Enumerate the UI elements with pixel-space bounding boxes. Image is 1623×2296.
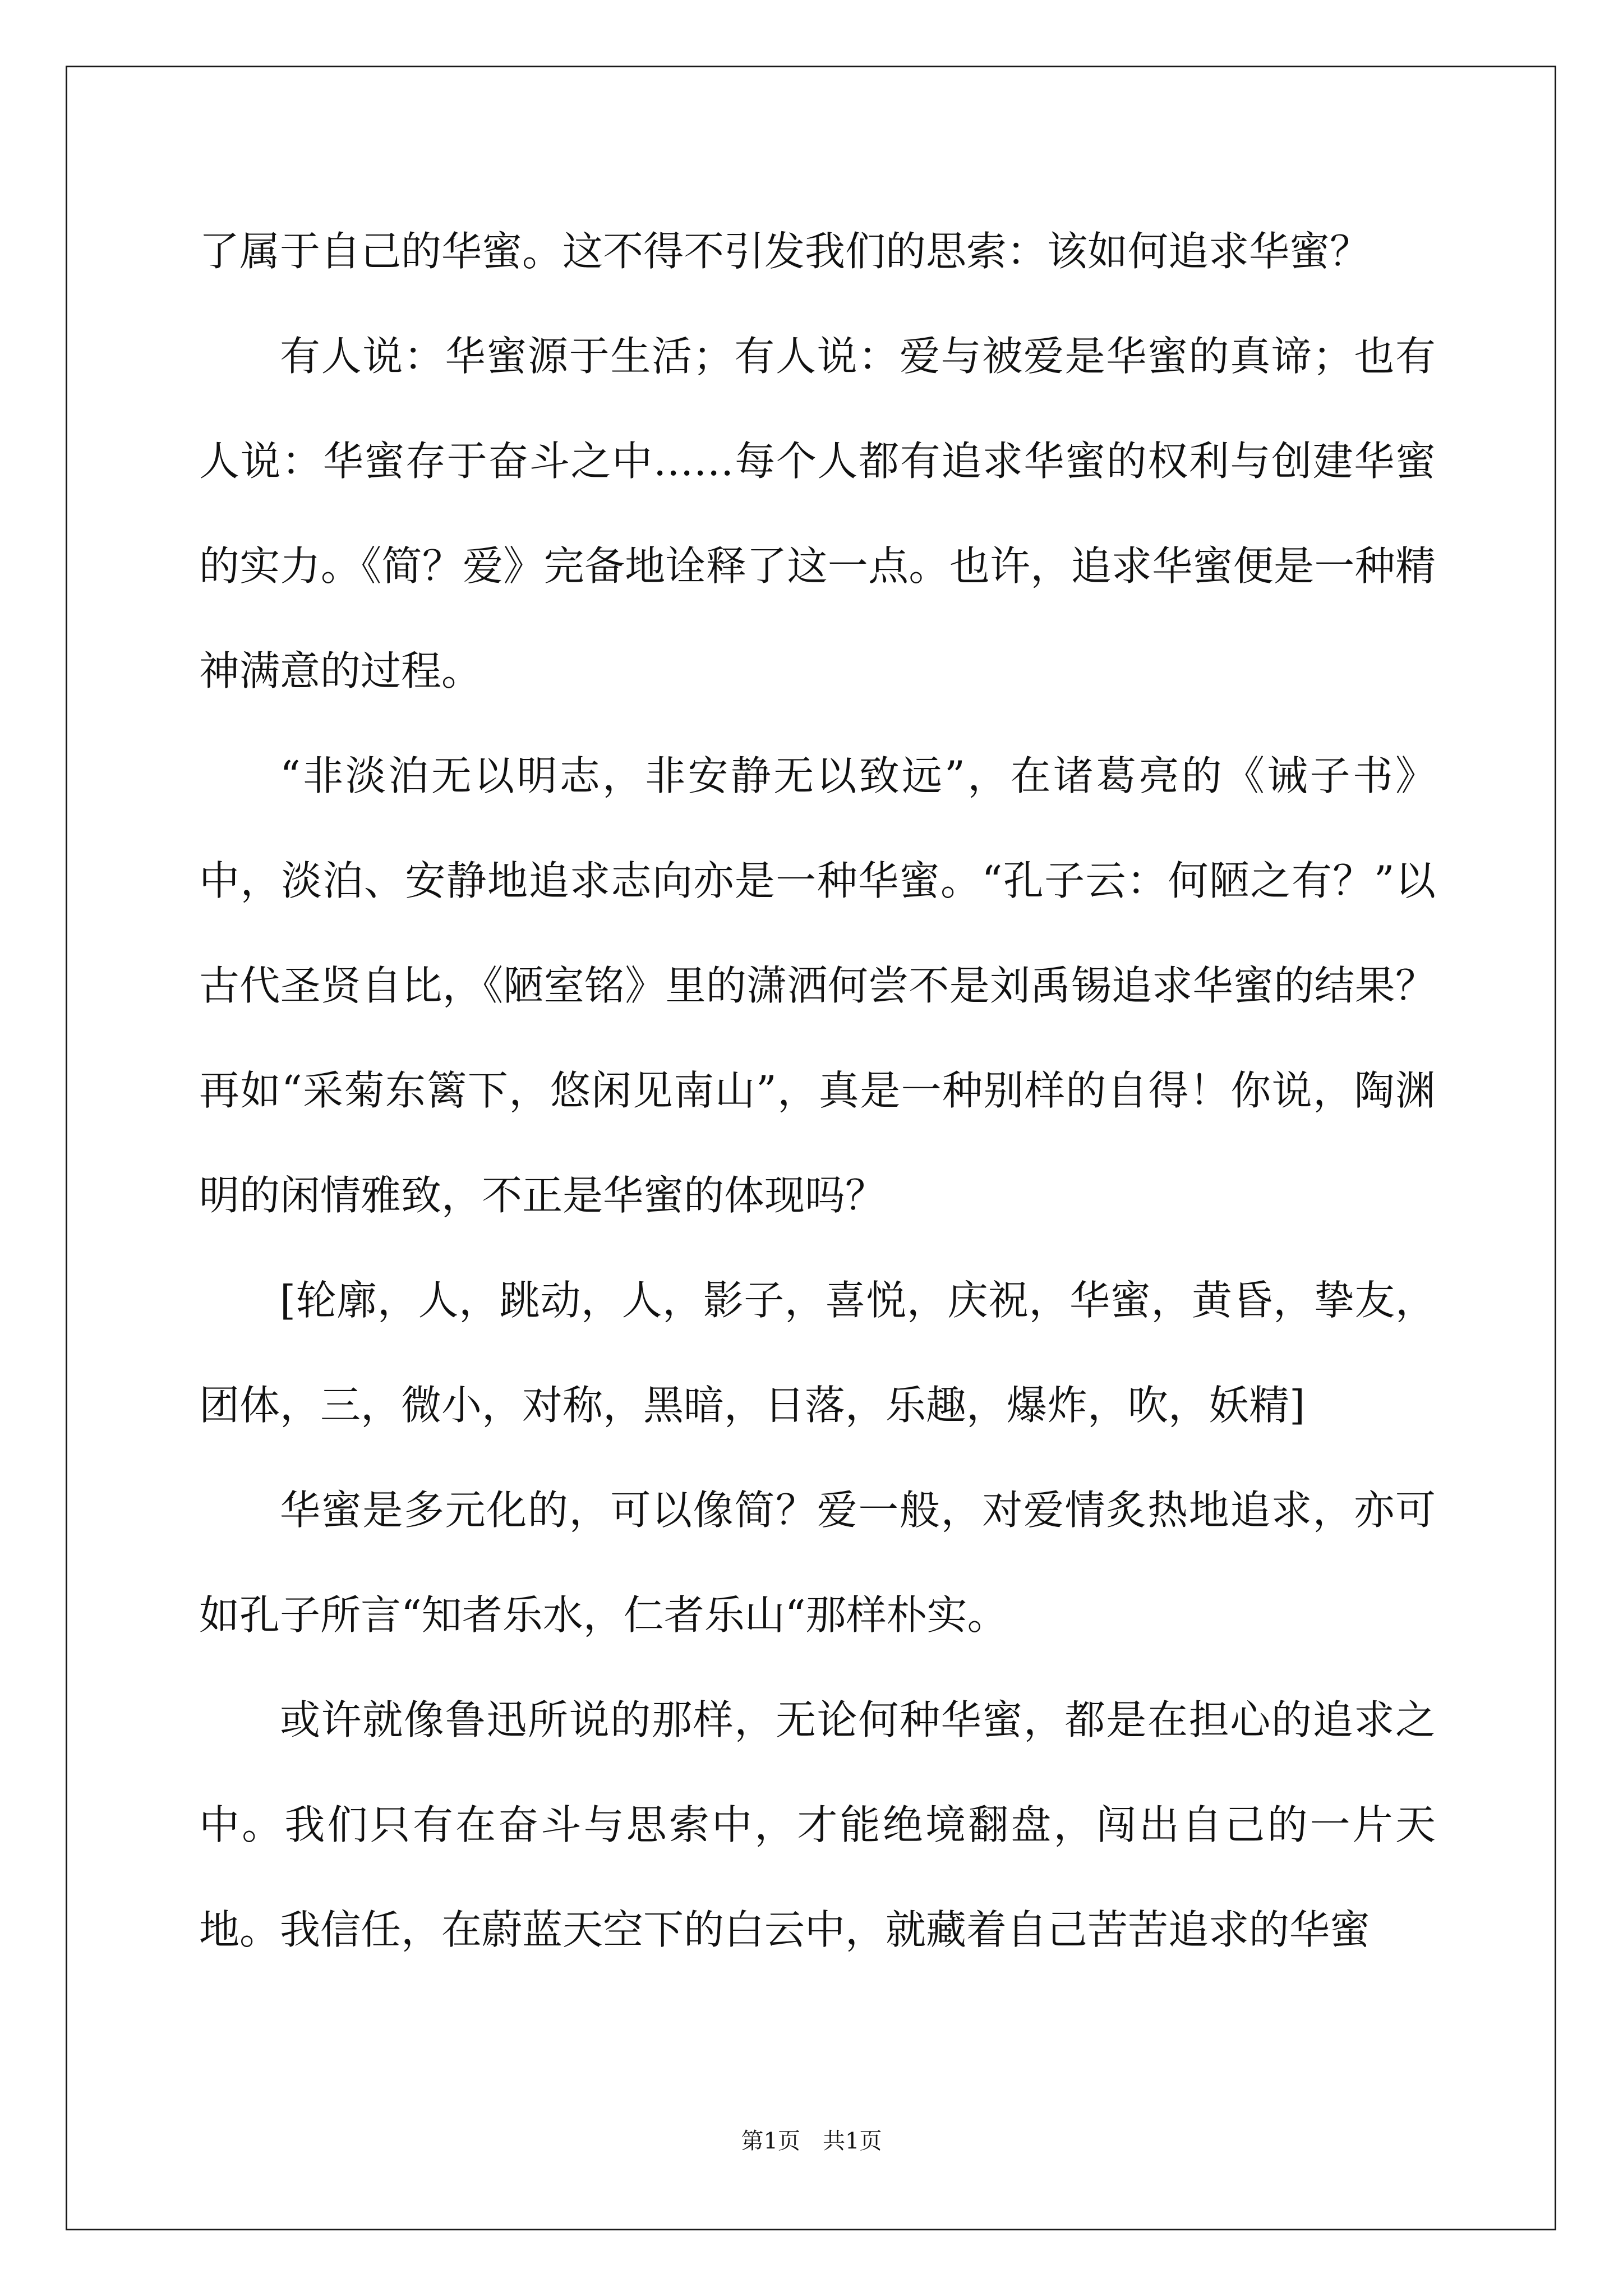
page-total: 共1页 xyxy=(823,2128,882,2154)
document-body xyxy=(199,199,1436,1982)
paragraph-6: 或许就像鲁迅所说的那样，无论何种华蜜，都是在担心的追求之中。我们只有在奋斗与思索中，才能绝境翻盘，闯出自己的一片天地。我信任，在蔚蓝天空下的白云中，就藏着自己苦苦追求的华蜜 xyxy=(199,1696,1436,1953)
paragraph-2: 有人说：华蜜源于生活；有人说：爱与被爱是华蜜的真谛；也有人说：华蜜存于奋斗之中……每个人都有追求华蜜的权利与创建华蜜的实力。《简？爱》完备地诠释了这一点。也许，追求华蜜便是一种精神满意的过程。 xyxy=(199,333,1436,694)
paragraph-1: 了属于自己的华蜜。这不得不引发我们的思索：该如何追求华蜜？ xyxy=(199,228,1371,275)
paragraph-3: “非淡泊无以明志，非安静无以致远”，在诸葛亮的《诫子书》中，淡泊、安静地追求志向亦是一种华蜜。“孔子云：何陋之有？”以古代圣贤自比，《陋室铭》里的潇洒何尝不是刘禹锡追求华蜜的结果？再如“采菊东篱下，悠闲见南山”，真是一种别样的自得！你说，陶渊明的闲情雅致，不正是华蜜的体现吗？ xyxy=(199,752,1436,1219)
paragraph-4: [轮廓，人，跳动，人，影子，喜悦，庆祝，华蜜，黄昏，挚友，团体，三，微小，对称，黑暗，日落，乐趣，爆炸，吹，妖精] xyxy=(199,1277,1436,1429)
paragraph-5: 华蜜是多元化的，可以像简？爱一般，对爱情炙热地追求，亦可如孔子所言“知者乐水，仁者乐山“那样朴实。 xyxy=(199,1487,1436,1639)
page-number: 第1页 xyxy=(741,2128,800,2154)
page-footer xyxy=(0,2123,1623,2155)
